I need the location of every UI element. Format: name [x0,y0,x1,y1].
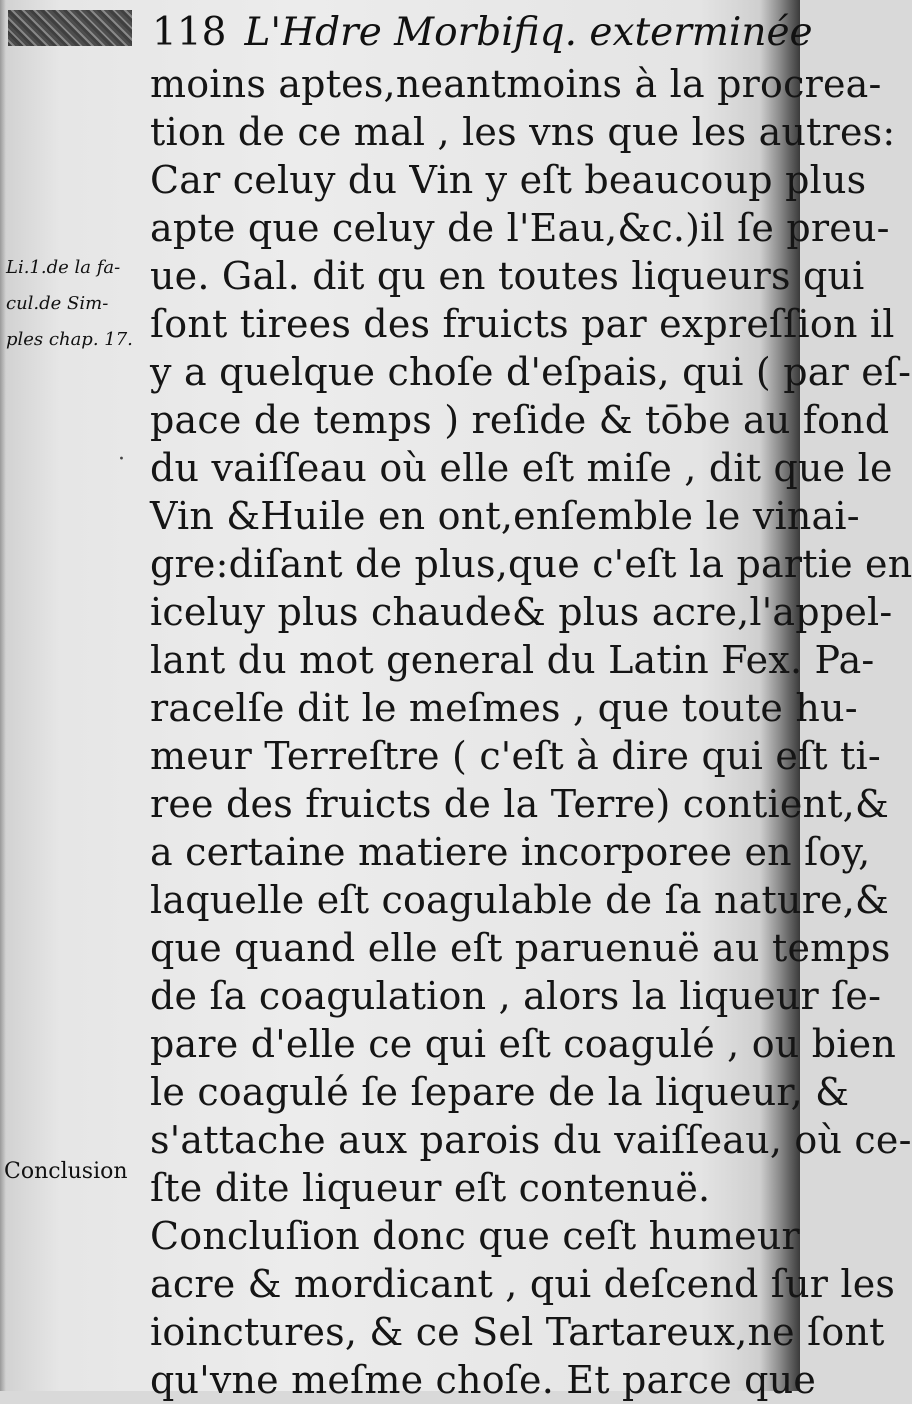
text-line: moins aptes,neantmoins à la procrea- [150,62,882,106]
text-line: ree des fruicts de la Terre) contient,& [150,782,889,826]
margin-note-line: ples chap. 17. [6,329,133,350]
text-line: Vin &Huile en ont,enſemble le vinai- [150,494,860,538]
text-line: laquelle eſt coagulable de ſa nature,& [150,878,890,922]
text-line: le coagulé ſe ſepare de la liqueur, & [150,1070,850,1114]
text-line: pace de temps ) reſide & tōbe au fond [150,398,890,442]
stray-ink-mark: · [118,447,125,472]
text-line: lant du mot general du Latin Fex. Pa- [150,638,875,682]
text-line: ſont tirees des fruicts par expreſſion il [150,302,895,346]
margin-conclusion-label: Conclusion [4,1159,128,1184]
text-line: tion de ce mal , les vns que les autres: [150,110,896,154]
text-line: s'attache aux parois du vaiſſeau, où ce- [150,1118,912,1162]
text-line: ſte dite liqueur eſt contenuë. [150,1166,711,1210]
text-line: qu'vne meſme choſe. Et parce que [150,1358,817,1402]
text-line: racelſe dit le meſmes , que toute hu- [150,686,858,730]
text-line: pare d'elle ce qui eſt coagulé , ou bien [150,1022,896,1066]
text-line: y a quelque choſe d'eſpais, qui ( par eſ- [150,350,912,394]
text-line: apte que celuy de l'Eau,&c.)il ſe preu- [150,206,890,250]
margin-note-line: Li.1.de la fa- [6,257,121,278]
margin-reference-note [6,250,146,358]
text-line: ioinctures, & ce Sel Tartareux,ne ſont [150,1310,885,1354]
text-line: Car celuy du Vin y eſt beaucoup plus [150,158,867,202]
text-line: acre & mordicant , qui deſcend ſur les [150,1262,896,1306]
body-text [150,60,912,1404]
margin-note-line: cul.de Sim- [6,293,109,314]
text-line: a certaine matiere incorporee en ſoy, [150,830,871,874]
running-title: L'Hdre Morbifiq. exterminée [244,10,813,55]
decorative-ornament [8,10,132,46]
text-line: Concluſion donc que ceſt humeur [150,1214,800,1258]
page-number: 118 [152,10,227,55]
running-head [152,6,813,60]
text-line: que quand elle eſt paruenuë au temps [150,926,891,970]
text-line: du vaiſſeau où elle eſt miſe , dit que le [150,446,893,490]
text-line: de ſa coagulation , alors la liqueur ſe- [150,974,882,1018]
text-line: ue. Gal. dit qu en toutes liqueurs qui [150,254,865,298]
text-line: gre:diſant de plus,que c'eſt la partie en [150,542,912,586]
text-line: iceluy plus chaude& plus acre,l'appel- [150,590,893,634]
text-line: meur Terreſtre ( c'eſt à dire qui eſt ti- [150,734,881,778]
